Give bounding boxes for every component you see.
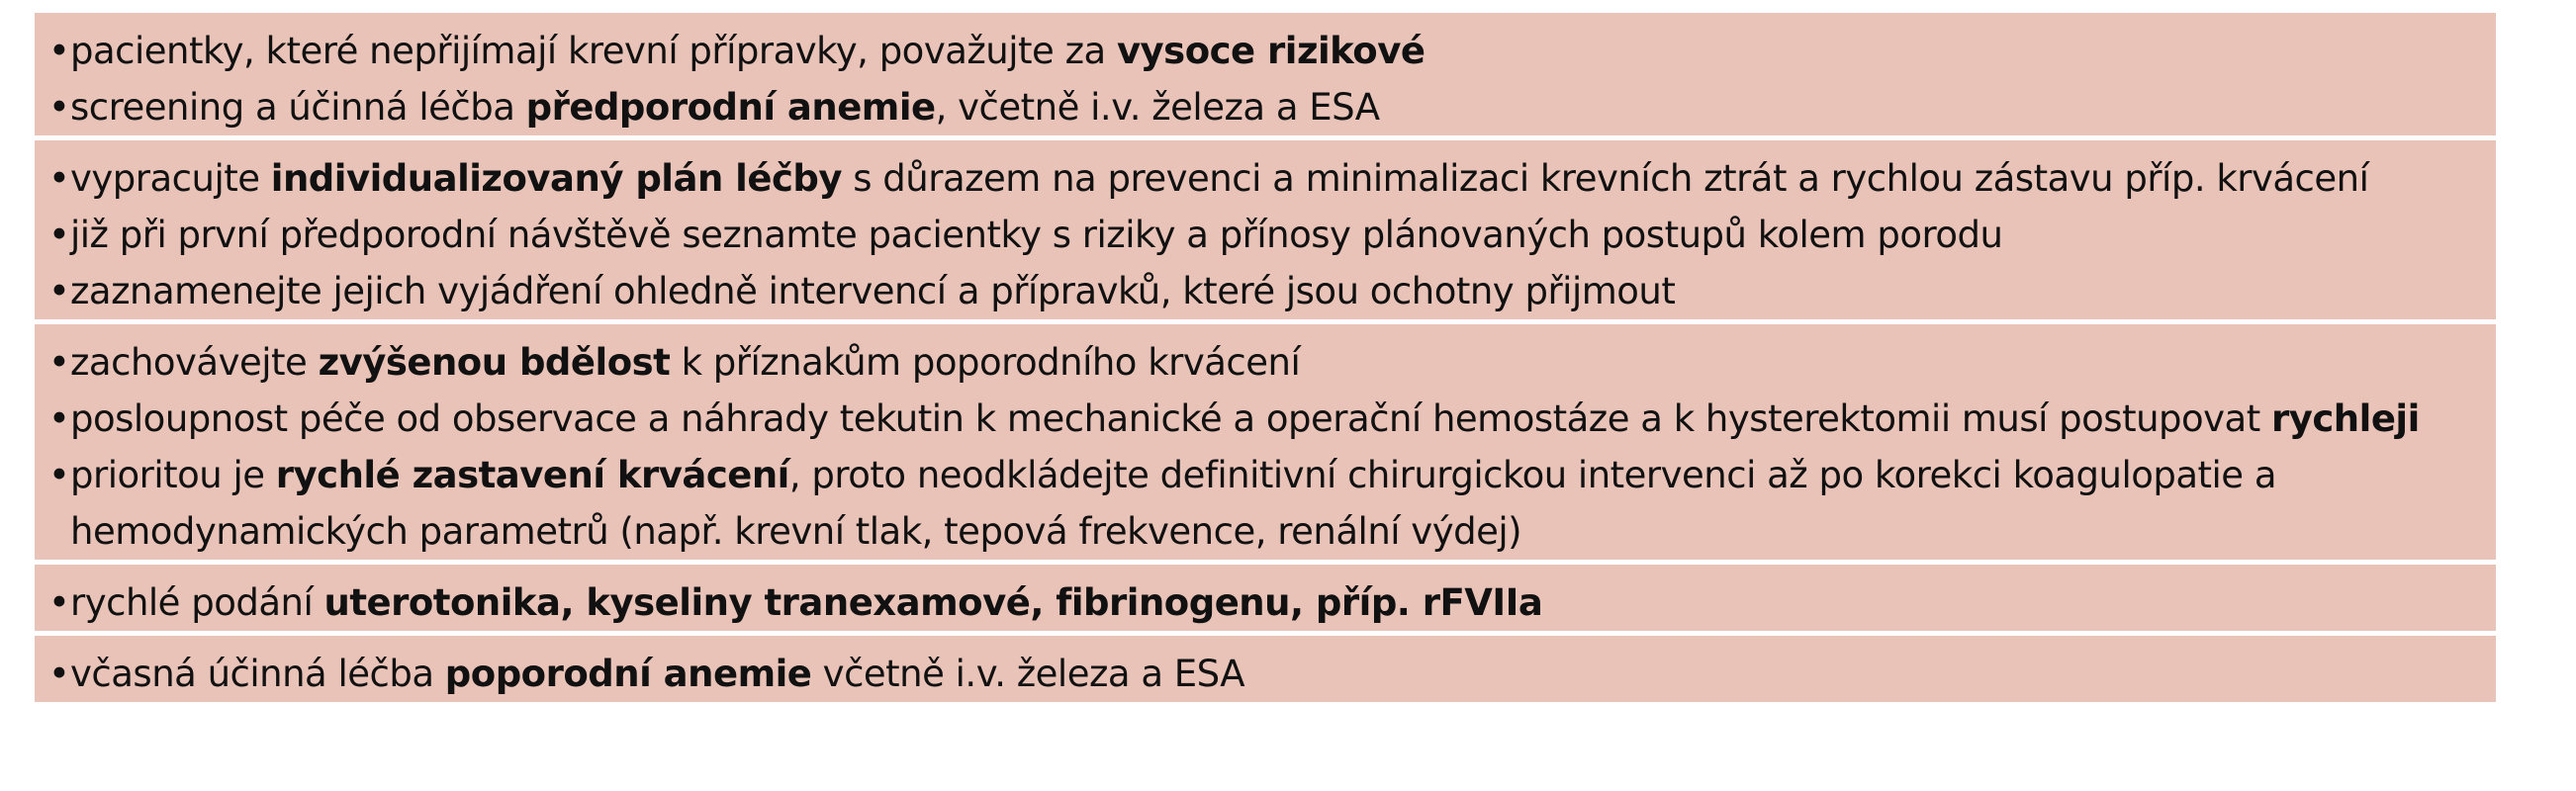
bullet-item: [48, 646, 2496, 702]
bullet-item: [48, 334, 2496, 391]
bullet-icon: •: [48, 30, 70, 72]
bullet-item: [48, 150, 2496, 207]
bullet-icon: •: [48, 157, 70, 200]
body-text: , proto neodkládejte definitivní chirurgickou intervenci až po korekci koagulopatie a hemodynamických parametrů (např. krevní tlak, tepová frekvence, renální výdej): [70, 454, 2277, 553]
body-text: zaznamenejte jejich vyjádření ohledně intervencí a přípravků, které jsou ochotny přijmout: [70, 270, 1676, 312]
body-text: s důrazem na prevenci a minimalizaci krevních ztrát a rychlou zástavu příp. krvácení: [842, 157, 2369, 200]
emphasis-text: předporodní anemie: [525, 86, 936, 129]
bullet-item: [48, 574, 2496, 631]
bullet-item: [48, 447, 2496, 560]
emphasis-text: individualizovaný plán léčby: [270, 157, 842, 200]
bullet-item: [48, 79, 2496, 135]
body-text: vypracujte: [70, 157, 271, 200]
bullet-icon: •: [48, 397, 70, 440]
section-4: [35, 565, 2496, 636]
emphasis-text: vysoce rizikové: [1116, 30, 1426, 72]
bullet-icon: •: [48, 214, 70, 256]
emphasis-text: poporodní anemie: [444, 653, 812, 695]
section-1: [35, 13, 2496, 140]
bullet-icon: •: [48, 653, 70, 695]
body-text: zachovávejte: [70, 341, 319, 384]
bullet-item: [48, 207, 2496, 263]
bullet-item: [48, 391, 2496, 447]
body-text: rychlé podání: [70, 581, 324, 624]
emphasis-text: zvýšenou bdělost: [318, 341, 671, 384]
recommendations-table: [35, 13, 2496, 707]
body-text: , včetně i.v. železa a ESA: [935, 86, 1380, 129]
body-text: posloupnost péče od observace a náhrady tekutin k mechanické a operační hemostáze a k hysterektomii musí postupovat: [70, 397, 2271, 440]
body-text: již při první předporodní návštěvě seznamte pacientky s riziky a přínosy plánovaných postupů kolem porodu: [70, 214, 2003, 256]
bullet-icon: •: [48, 454, 70, 496]
body-text: včetně i.v. železa a ESA: [811, 653, 1245, 695]
section-2: [35, 140, 2496, 324]
bullet-item: [48, 263, 2496, 319]
body-text: screening a účinná léčba: [70, 86, 526, 129]
bullet-icon: •: [48, 86, 70, 129]
bullet-icon: •: [48, 270, 70, 312]
section-5: [35, 636, 2496, 707]
bullet-icon: •: [48, 581, 70, 624]
body-text: k příznakům poporodního krvácení: [670, 341, 1301, 384]
section-3: [35, 324, 2496, 565]
emphasis-text: rychlé zastavení krvácení: [275, 454, 789, 496]
body-text: prioritou je: [70, 454, 276, 496]
bullet-item: [48, 23, 2496, 79]
body-text: včasná účinná léčba: [70, 653, 445, 695]
body-text: pacientky, které nepřijímají krevní přípravky, považujte za: [70, 30, 1117, 72]
emphasis-text: uterotonika, kyseliny tranexamové, fibrinogenu, příp. rFVIIa: [323, 581, 1543, 624]
bullet-icon: •: [48, 341, 70, 384]
emphasis-text: rychleji: [2271, 397, 2420, 440]
